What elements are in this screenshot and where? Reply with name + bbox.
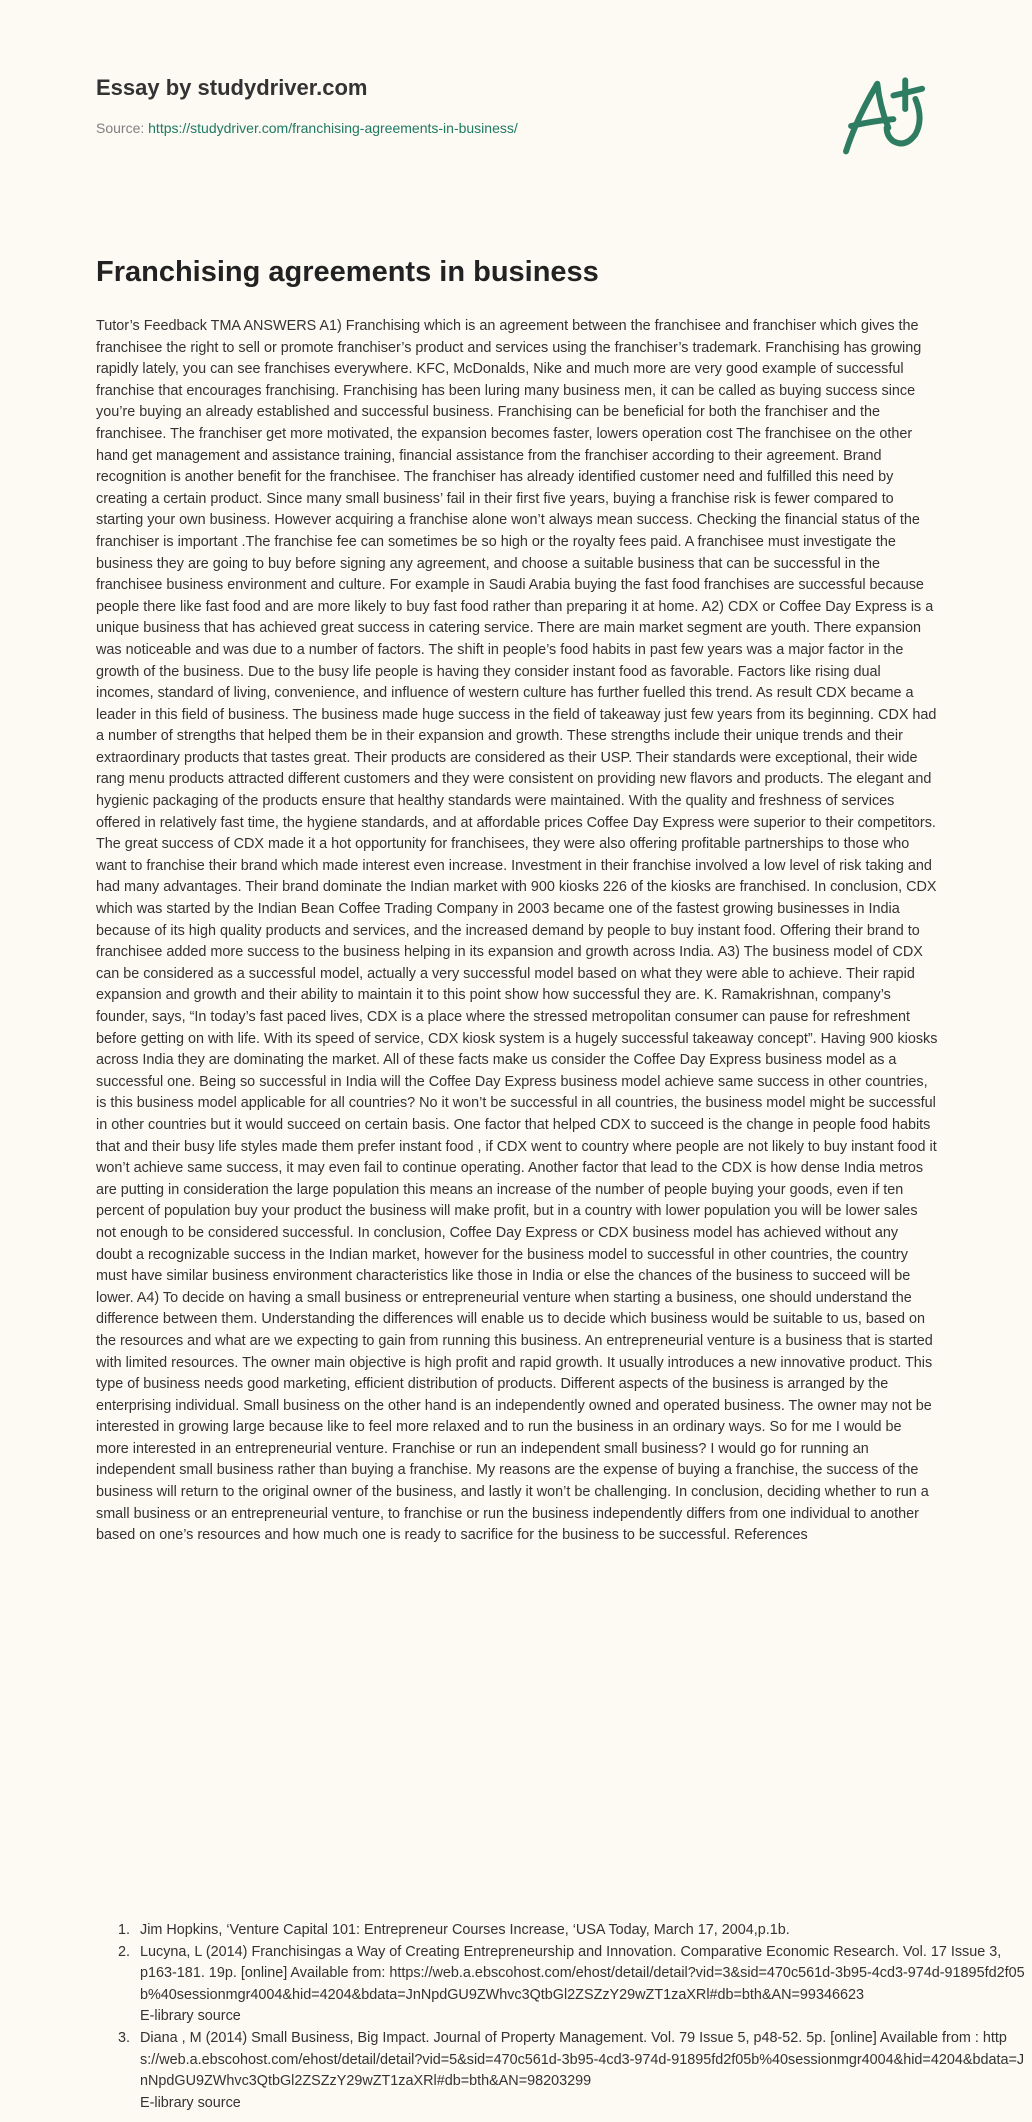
source-link[interactable]: https://studydriver.com/franchising-agreements-in-business/ (148, 120, 518, 136)
source-line (96, 119, 896, 137)
reference-text: Diana , M (2014) Small Business, Big Impact. Journal of Property Management. Vol. 79 Issue 5, p48-52. 5p. [online] Available from : (140, 2029, 979, 2046)
reference-item (134, 1920, 1026, 1942)
reference-url: https://web.a.ebscohost.com/ehost/detail/detail?vid=5&sid=470c561d-3b95-4cd3-974d-91895fd2f05b%40sessionmgr4004&hid=4204&bdata=JnNpdGU9ZWhvc3QtbGl2ZSZzY29wZT1zaXRl#db=bth&AN=98203299 (140, 2029, 1025, 2090)
a-plus-grade-icon (830, 60, 950, 170)
references-list (96, 1920, 1026, 2114)
page-header (96, 74, 896, 137)
reference-note: E-library source (140, 2008, 241, 2025)
essay-body: Tutor’s Feedback TMA ANSWERS A1) Franchising which is an agreement between the franchisee and franchiser which gives the franchisee the right to sell or promote franchiser’s product and services using the franchiser’s trademark. Franchising has growing rapidly lately, you can see franchises everywhere. KFC, McDonalds, Nike and much more are very good example of successful franchise that encourages franchising. Franchising has been luring many business men, it can be called as buying success since you’re buying an already established and successful business. Franchising can be beneficial for both the franchiser and the franchisee. The franchiser get more motivated, the expansion becomes faster, lowers operation cost The franchisee on the other hand get management and assistance training, financial assistance from the franchiser according to their agreement. Brand recognition is another benefit for the franchisee. The franchiser has already identified customer need and fulfilled this need by creating a certain product. Since many small business’ fail in their first five years, buying a franchise risk is fewer compared to starting your own business. However acquiring a franchise alone won’t always mean success. Checking the financial status of the franchiser is important .The franchise fee can sometimes be so high or the royalty fees paid. A franchisee must investigate the business they are going to buy before signing any agreement, and choose a suitable business that can be successful in the franchisee business environment and culture. For example in Saudi Arabia buying the fast food franchises are successful because people there like fast food and are more likely to buy fast food rather than preparing it at home. A2) CDX or Coffee Day Express is a unique business that has achieved great success in catering service. There are main market segment are youth. There expansion was noticeable and was due to a number of factors. The shift in people’s food habits in past few years was a major factor in the growth of the business. Due to the busy life people is having they consider instant food as favorable. Factors like rising dual incomes, standard of living, convenience, and influence of western culture has further fuelled this trend. As result CDX became a leader in this field of business. The business made huge success in the field of takeaway just few years from its beginning. CDX had a number of strengths that helped them be in their expansion and growth. These strengths include their unique trends and their extraordinary products that tastes great. Their products are considered as their USP. Their standards were exceptional, their wide rang menu products attracted different customers and they were consistent on providing new flavors and products. The elegant and hygienic packaging of the products ensure that healthy standards were maintained. With the quality and freshness of services offered in relatively fast time, the hygiene standards, and at affordable prices Coffee Day Express were superior to their competitors. The great success of CDX made it a hot opportunity for franchisees, they were also offering profitable partnerships to those who want to franchise their brand which made interest even increase. Investment in their franchise involved a low level of risk taking and had many advantages. Their brand dominate the Indian market with 900 kiosks 226 of the kiosks are franchised. In conclusion, CDX which was started by the Indian Bean Coffee Trading Company in 2003 became one of the fastest growing businesses in India because of its high quality products and services, and the increased demand by people to buy instant food. Offering their brand to franchisee added more success to the business helping in its expansion and growth across India. A3) The business model of CDX can be considered as a successful model, actually a very successful model based on what they were able to achieve. Their rapid expansion and growth and their ability to maintain it to this point show how successful they are. K. Ramakrishnan, company’s founder, says, “In today’s fast paced lives, CDX is a place where the stressed metropolitan consumer can pause for refreshment before getting on with life. With its speed of service, CDX kiosk system is a hugely successful takeaway concept”. Having 900 kiosks across India they are dominating the market. All of these facts make us consider the Coffee Day Express business model as a successful one. Being so successful in India will the Coffee Day Express business model achieve same success in other countries, is this business model applicable for all countries? No it won’t be successful in all countries, the business model might be successful in other countries but it would succeed on certain basis. One factor that helped CDX to succeed is the change in people food habits that and their busy life styles made them prefer instant food , if CDX went to country where people are not likely to buy instant food it won’t achieve same success, it may even fail to continue operating. Another factor that lead to the CDX is how dense India metros are putting in consideration the large population this means an increase of the number of people buying your goods, even if ten percent of population buy your product the business will make profit, but in a country with lower population you will be lower sales not enough to be considered successful. In conclusion, Coffee Day Express or CDX business model has achieved without any doubt a recognizable success in the Indian market, however for the business model to successful in other countries, the country must have similar business environment characteristics like those in India or else the chances of the business to succeed will be lower. A4) To decide on having a small business or entrepreneurial venture when starting a business, one should understand the difference between them. Understanding the differences will enable us to decide which business would be suitable to us, based on the resources and what are we expecting to gain from running this business. An entrepreneurial venture is a business that is started with limited resources. The owner main objective is high profit and rapid growth. It usually introduces a new innovative product. This type of business needs good marketing, efficient distribution of products. Different aspects of the business is arranged by the enterprising individual. Small business on the other hand is an independently owned and operated business. The owner may not be interested in growing large because like to feel more relaxed and to run the business in an ordinary ways. So for me I would be more interested in an entrepreneurial venture. Franchise or run an independent small business? I would go for running an independent small business rather than buying a franchise. My reasons are the expense of buying a franchise, the success of the business will return to the original owner of the business, and lastly it won’t be challenging. In conclusion, deciding whether to run a small business or an entrepreneurial venture, to franchise or run the business independently differs from one individual to another based on one’s resources and how much one is ready to sacrifice for the business to be successful. References (96, 318, 938, 1544)
reference-text: Lucyna, L (2014) Franchisingas a Way of Creating Entrepreneurship and Innovation. Comparative Economic Research. Vol. 17 Issue 3, p163-181. 19p. [online] Available from: (140, 1943, 1002, 1982)
reference-note: E-library source (140, 2094, 241, 2111)
reference-item (134, 2028, 1026, 2114)
reference-url: https://web.a.ebscohost.com/ehost/detail/detail?vid=3&sid=470c561d-3b95-4cd3-974d-91895fd2f05b%40sessionmgr4004&hid=4204&bdata=JnNpdGU9ZWhvc3QtbGl2ZSZzY29wZT1zaXRl#db=bth&AN=99346623 (140, 1965, 1025, 2003)
reference-item (134, 1942, 1026, 2028)
site-title: Essay by studydriver.com (96, 75, 368, 100)
reference-text: Jim Hopkins, ‘Venture Capital 101: Entrepreneur Courses Increase, ‘USA Today, March 17, 2004,p.1b. (140, 1922, 790, 1938)
page-title: Franchising agreements in business (96, 256, 599, 288)
source-label: Source: (96, 120, 149, 136)
